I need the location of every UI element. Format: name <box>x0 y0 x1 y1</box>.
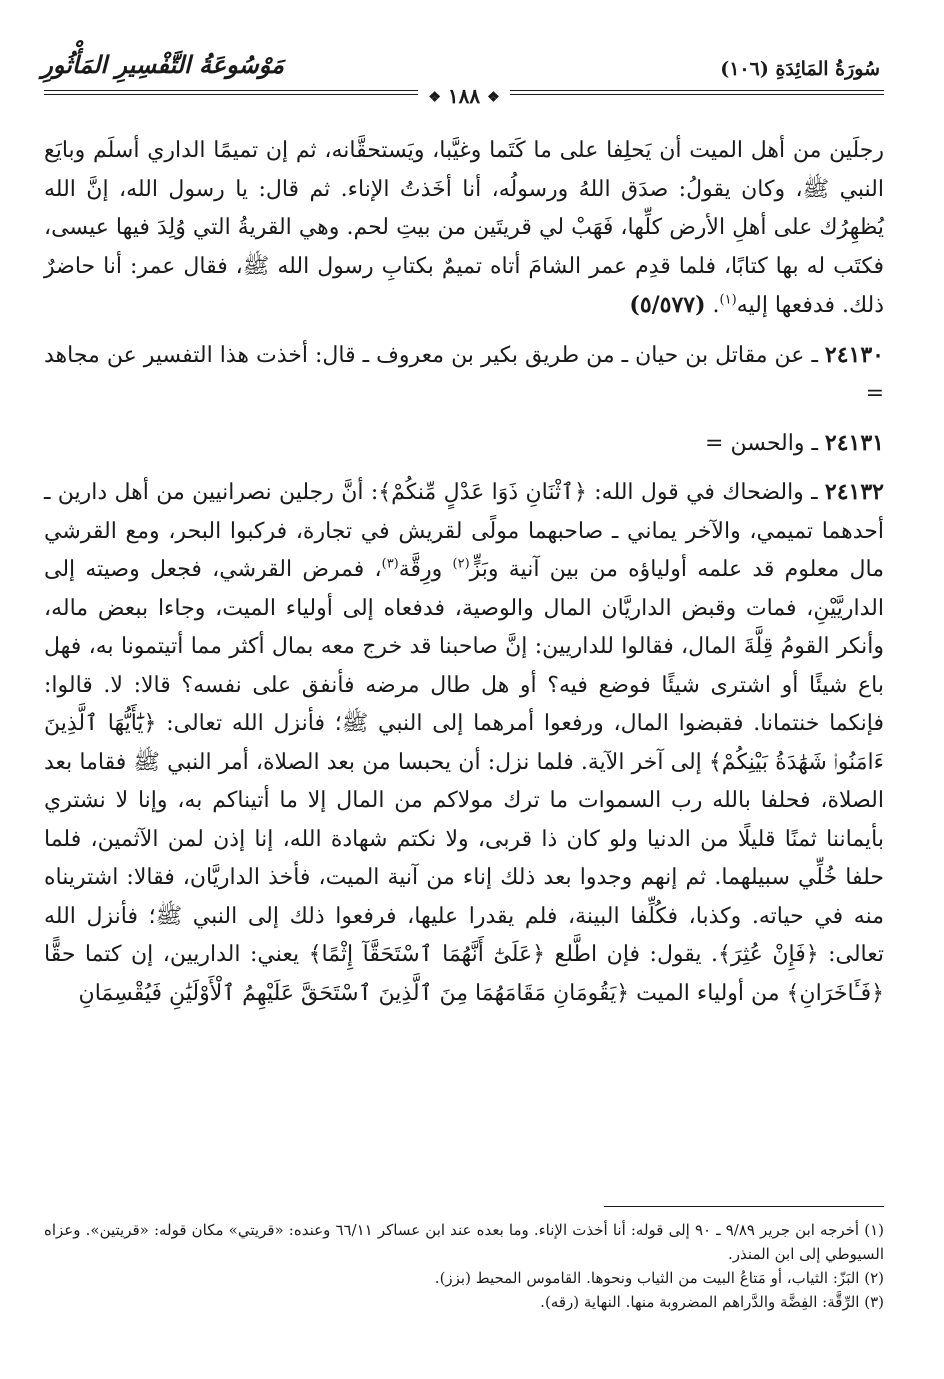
footnotes <box>44 1218 884 1314</box>
footnote: (١) أخرجه ابن جرير ٩/٨٩ ـ ٩٠ إلى قوله: أنا أخذت الإناء. وما بعده عند ابن عساكر ٦٦/١١ وعنده: «قريتي» مكان قوله: «قريتين». وعزاه السيوطي إلى ابن المنذر. <box>44 1221 884 1263</box>
volume-reference: (٥/٥٧٧) <box>629 292 706 318</box>
paragraph: رجلَين من أهل الميت أن يَحلِفا على ما كَتَما وغيَّبا، ويَستحقَّانه، ثم إن تميمًا الداري أسلَم وبايَع النبي ﷺ، وكان يقولُ: صدَق اللهُ ورسولُه، أنا أخَذتُ الإناء. ثم قال: يا رسول الله، إنَّ الله يُظهِرُك على أهلِ الأرض كلِّها، فَهَبْ لي قريتَين من بيتِ لحم. وهي القريةُ التي وُلِدَ فيها عيسى، فكتَب له بها كتابًا، فلما قدِم عمر الشامَ أتاه تميمٌ بكتابِ رسول الله ﷺ، فقال عمر: أنا حاضرٌ ذلك. فدفعها إليه$^{(١)}$. (٥/٥٧٧) <box>44 138 884 318</box>
paragraph-text: ـ عن مقاتل بن حيان ـ من طريق بكير بن معروف ـ قال: أخذت هذا التفسير عن مجاهد = <box>44 342 884 406</box>
paragraph-text: ـ والضحاك في قول الله: ﴿ٱثْنَانِ ذَوَا عَدْلٍ مِّنكُمْ﴾: أنَّ رجلين نصرانيين من أهل دارين ـ أحدهما تميمي، والآخر يماني ـ صاحبهما مولًى لقريش في تجارة، فركبوا البحر، ومع القرشي مال معلوم قد علمه أولياؤه من بين آنية وبَزٍّ <box>44 480 885 582</box>
book-title: مَوْسُوعَةُ التَّفْسِيرِ المَأْثُورِ <box>41 50 284 79</box>
paragraph <box>44 473 884 1013</box>
paragraph-text: ورِقَّة <box>398 557 453 582</box>
footnote: (٢) البَزّ: الثياب، أو مَتاعُ البيت من الثياب ونحوها. القاموس المحيط (بزز). <box>434 1269 884 1287</box>
paragraph <box>44 336 884 414</box>
surah-label: سُورَةُ المَائِدَةِ (١٠٦) <box>720 58 880 80</box>
paragraph-text: ـ والحسن = <box>705 430 825 456</box>
page-number-text: ١٨٨ <box>447 84 481 108</box>
footnote-marker[interactable]: (٢) <box>452 556 470 572</box>
ornament-icon: ❖ <box>487 89 500 106</box>
paragraph <box>44 424 884 464</box>
paragraph-text: رجلَين من أهل الميت أن يَحلِفا على ما كَتَما وغيَّبا، ويَستحقَّانه، ثم إن تميمًا الداري أسلَم وبايَع النبي ﷺ، وكان يقولُ: صدَق اللهُ ورسولُه، أنا أخَذتُ الإناء. ثم قال: يا رسول الله، إنَّ الله يُظهِرُك على أهلِ الأرض كلِّها، فَهَبْ لي قريتَين من بيتِ لحم. وهي القريةُ التي وُلِدَ فيها عيسى، فكتَب له بها كتابًا، فلما قدِم عمر الشامَ أتاه تميمٌ بكتابِ رسول الله ﷺ، فقال عمر: أنا حاضرٌ ذلك. فدفعها إليه <box>44 138 884 318</box>
footnote: (٣) الرِّقَّة: الفِضَّة والدَّراهم المضروبة منها. النهاية (رقه). <box>540 1293 884 1311</box>
paragraph-text: ، فمرض القرشي، فجعل وصيته إلى الداريَّيْنِ، فمات وقبض الداريَّان المال والوصية، فدفعاه إلى أولياء الميت، وجاءا ببعض ماله، وأنكر القومُ قِلَّةَ المال، فقالوا للداريين: إنَّ صاحبنا قد خرج معه بمال أكثر مما أتيتمونا به، فهل باع شيئًا أو اشترى شيئًا فوضع فيه؟ أو هل طال مرضه فأنفق على نفسه؟ قالا: لا. قالوا: فإنكما خنتمانا. فقبضوا المال، ورفعوا أمرهما إلى النبي ﷺ؛ فأنزل الله تعالى: ﴿يَٰٓأَيُّهَا ٱلَّذِينَ ءَامَنُوا۟ شَهَٰدَةُ بَيْنِكُمْ﴾ إلى آخر الآية. فلما نزل: أن يحبسا من بعد الصلاة، أمر النبي ﷺ فقاما بعد الصلاة، فحلفا بالله رب السموات ما ترك مولاكم من المال إلا ما أتيناكم به، وإنا لا نشتري بأيماننا ثمنًا قليلًا من الدنيا ولو كان ذا قربى، ولا نكتم شهادة الله، إنا إذن لمن الآثمين، فلما حلفا خُلِّي سبيلهما. ثم إنهم وجدوا بعد ذلك إناء من آنية الميت، فأخذ الداريَّان، فقالا: اشتريناه منه في حياته. وكذبا، فكُلِّفا البينة، فلم يقدرا عليها، فرفعوا ذلك إلى النبي ﷺ؛ فأنزل الله تعالى: ﴿فَإِنْ عُثِرَ﴾. يقول: فإن اطَّلع ﴿عَلَىٰٓ أَنَّهُمَا ٱسْتَحَقَّآ إِثْمًا﴾ يعني: الداريين، إن كتما حقًّا ﴿فَـَٔاخَرَانِ﴾ من أولياء الميت ﴿يَقُومَانِ مَقَامَهُمَا مِنَ ٱلَّذِينَ ٱسْتَحَقَّ عَلَيْهِمُ ٱلْأَوْلَيَٰنِ فَيُقْسِمَانِ <box>44 557 884 1006</box>
main-text <box>44 132 884 1013</box>
page-header <box>41 40 884 122</box>
report-number: ٢٤١٣١ <box>824 429 884 456</box>
ornament-icon: ❖ <box>428 89 441 106</box>
page-number <box>418 84 509 108</box>
report-number: ٢٤١٣٢ <box>824 479 884 505</box>
book-page <box>41 40 885 1340</box>
footnote-marker[interactable]: (٣) <box>381 556 399 572</box>
report-number: ٢٤١٣٠ <box>824 341 884 368</box>
footnote-divider <box>604 1206 884 1207</box>
footnote-marker[interactable]: (١) <box>719 292 737 308</box>
